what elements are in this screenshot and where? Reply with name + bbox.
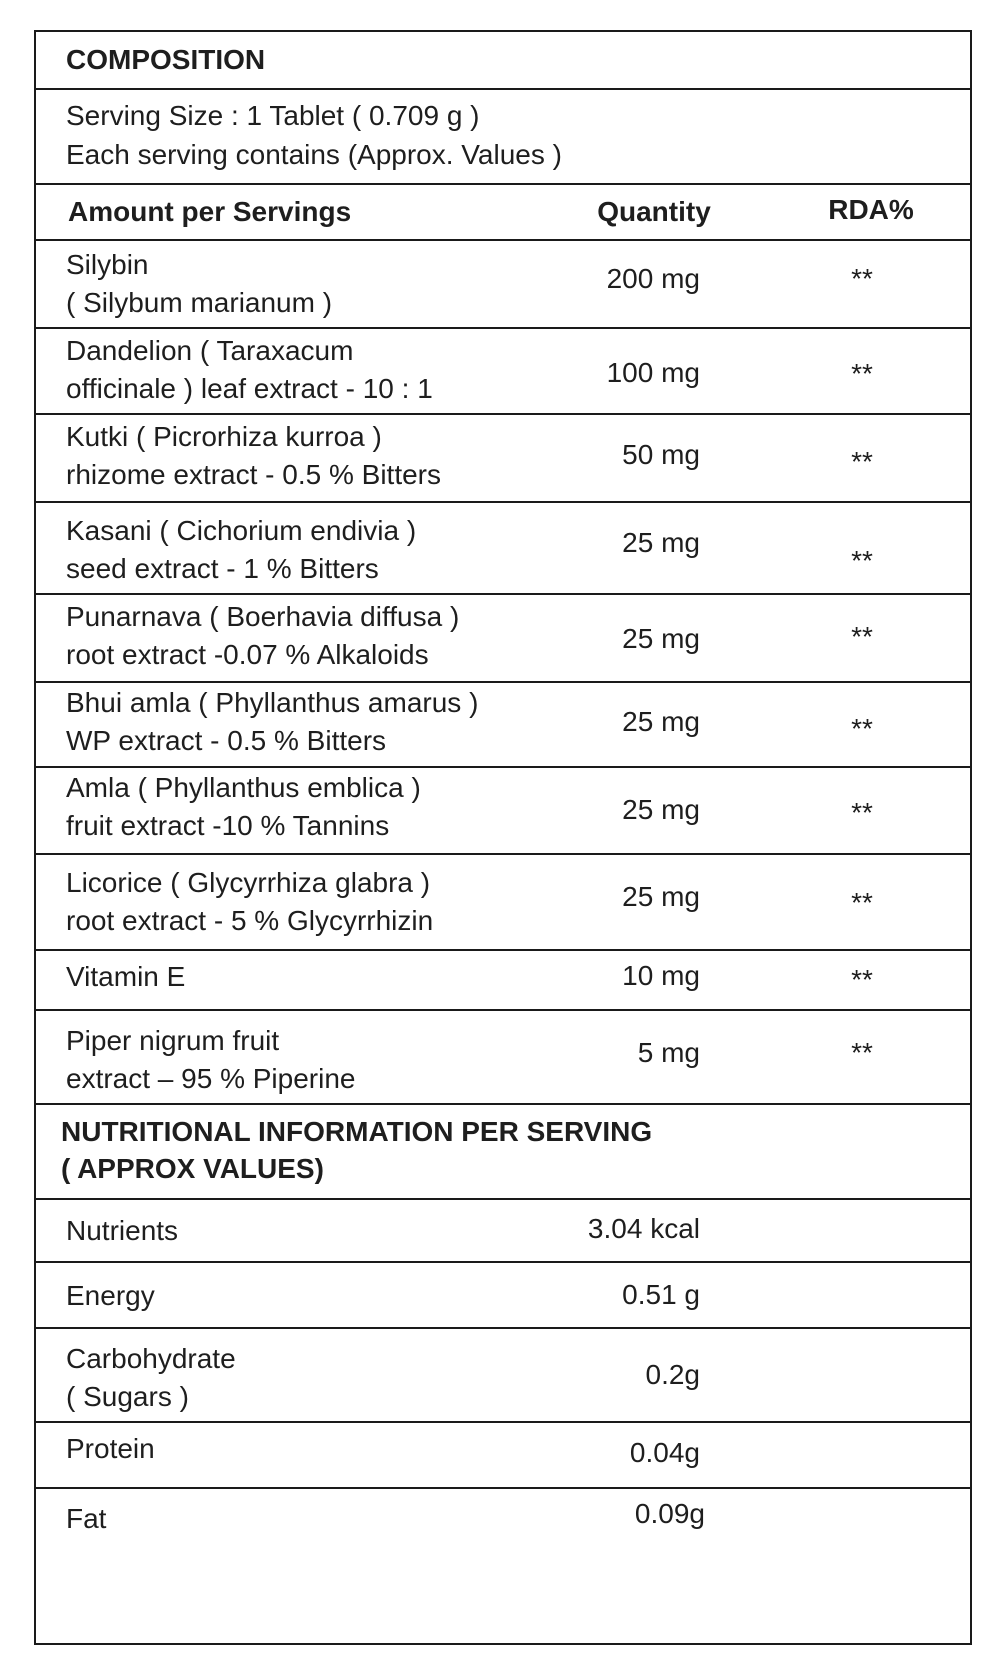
nutrient-detail: ( Sugars ) [66, 1381, 189, 1412]
nutrient-name: Carbohydrate [66, 1343, 236, 1374]
ingredient-name: Kutki ( Picrorhiza kurroa ) [66, 421, 382, 452]
ingredient-quantity: 25 mg [622, 881, 700, 912]
ingredient-detail: seed extract - 1 % Bitters [66, 553, 379, 584]
nutrient-name: Protein [66, 1433, 155, 1464]
ingredient-row [36, 241, 970, 329]
ingredient-row [36, 951, 970, 1011]
nutrient-value: 0.51 g [622, 1279, 700, 1310]
ingredient-quantity: 100 mg [606, 357, 700, 388]
ingredient-rda: ** [851, 545, 873, 576]
ingredient-name: Dandelion ( Taraxacum [66, 335, 354, 366]
ingredient-detail: fruit extract -10 % Tannins [66, 810, 390, 841]
header-name: Amount per Servings [68, 196, 352, 227]
composition-title: COMPOSITION [66, 44, 266, 75]
ingredient-rda: ** [851, 446, 873, 477]
header-row [36, 185, 970, 241]
serving-info-row [36, 90, 970, 185]
ingredient-row [36, 683, 970, 768]
nutrient-value: 0.09g [634, 1498, 705, 1529]
serving-size: Serving Size : 1 Tablet ( 0.709 g ) [66, 100, 480, 131]
ingredient-name: Piper nigrum fruit [66, 1025, 280, 1056]
ingredient-quantity: 5 mg [637, 1037, 700, 1068]
composition-table [34, 30, 972, 1645]
nutrient-value: 0.04g [629, 1437, 700, 1468]
ingredient-quantity: 25 mg [622, 527, 700, 558]
ingredient-rda: ** [851, 621, 873, 652]
ingredient-name: Licorice ( Glycyrrhiza glabra ) [66, 867, 431, 898]
ingredient-row [36, 329, 970, 415]
ingredient-rda: ** [851, 263, 873, 294]
ingredient-name: Bhui amla ( Phyllanthus amarus ) [66, 687, 479, 718]
header-quantity: Quantity [597, 196, 711, 227]
ingredient-quantity: 10 mg [622, 960, 700, 991]
ingredient-rda: ** [851, 797, 873, 828]
composition-title-row [36, 32, 970, 90]
nutrition-row [36, 1423, 970, 1489]
ingredient-rda: ** [851, 713, 873, 744]
nutrition-row [36, 1200, 970, 1263]
ingredient-row [36, 595, 970, 683]
ingredient-name: Silybin [66, 249, 149, 280]
ingredient-detail: extract – 95 % Piperine [66, 1063, 356, 1094]
ingredient-row [36, 1011, 970, 1105]
ingredient-rda: ** [851, 358, 873, 389]
ingredient-row [36, 768, 970, 855]
ingredient-detail: root extract - 5 % Glycyrrhizin [66, 905, 434, 936]
nutrition-title: NUTRITIONAL INFORMATION PER SERVING [61, 1116, 653, 1147]
nutrient-name: Nutrients [66, 1215, 179, 1246]
ingredient-row [36, 855, 970, 951]
ingredient-detail: root extract -0.07 % Alkaloids [66, 639, 429, 670]
ingredient-rda: ** [851, 1037, 873, 1068]
serving-note: Each serving contains (Approx. Values ) [66, 139, 562, 170]
ingredient-rda: ** [851, 887, 873, 918]
header-rda: RDA% [828, 194, 914, 225]
ingredient-rda: ** [851, 964, 873, 995]
ingredient-name: Amla ( Phyllanthus emblica ) [66, 772, 421, 803]
nutrition-subtitle: ( APPROX VALUES) [61, 1153, 324, 1184]
ingredient-quantity: 25 mg [622, 623, 700, 654]
nutrition-row [36, 1329, 970, 1423]
ingredient-detail: rhizome extract - 0.5 % Bitters [66, 459, 442, 490]
ingredient-name: Kasani ( Cichorium endivia ) [66, 515, 417, 546]
ingredient-detail: officinale ) leaf extract - 10 : 1 [66, 373, 433, 404]
ingredient-name: Punarnava ( Boerhavia diffusa ) [66, 601, 460, 632]
ingredient-quantity: 200 mg [606, 263, 700, 294]
nutrient-name: Fat [66, 1503, 107, 1534]
ingredient-quantity: 50 mg [622, 439, 700, 470]
ingredient-detail: ( Silybum marianum ) [66, 287, 333, 318]
nutrient-name: Energy [66, 1280, 155, 1311]
nutrition-title-row [36, 1105, 970, 1200]
nutrient-value: 0.2g [645, 1359, 700, 1390]
ingredient-row [36, 415, 970, 503]
nutrition-row [36, 1263, 970, 1329]
ingredient-detail: WP extract - 0.5 % Bitters [66, 725, 387, 756]
nutrition-row [36, 1489, 970, 1547]
ingredient-name: Vitamin E [66, 961, 186, 992]
nutrient-value: 3.04 kcal [587, 1213, 700, 1244]
ingredient-row [36, 503, 970, 595]
ingredient-quantity: 25 mg [622, 794, 700, 825]
ingredient-quantity: 25 mg [622, 706, 700, 737]
